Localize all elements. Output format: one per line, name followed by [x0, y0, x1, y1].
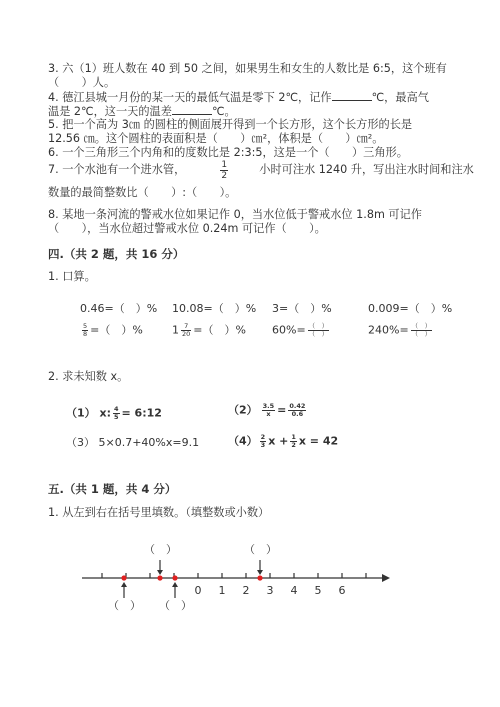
oral-item-8-left: 240%=: [368, 323, 409, 337]
blank-below-2[interactable]: （ ）: [159, 599, 192, 612]
q4-blank-2[interactable]: [172, 104, 212, 115]
q4-text-a: 4. 德江县城一月份的某一天的最低气温是零下 2℃，记作: [48, 91, 332, 104]
oral-item-6-rest: =（ ）%: [193, 323, 246, 337]
tick-marks: [102, 573, 366, 578]
arrow-down-1-head: [157, 570, 163, 575]
section4-heading: 四.（共 2 题，共 16 分）: [48, 247, 185, 261]
blank-above-1[interactable]: （ ）: [144, 543, 177, 556]
eq2-frac-2: [288, 403, 306, 418]
frac-num: 5: [83, 322, 88, 330]
oral-item-8-frac: [411, 323, 433, 338]
arrow-down-2-head: [257, 570, 263, 575]
q3-text: 3. 六（1）班人数在 40 到 50 之间，如果男生和女生的人数比是 6:5，这个班有: [48, 62, 447, 75]
numberline-title: 1. 从左到右在括号里填数。（填整数或小数）: [48, 506, 270, 519]
eq2-frac-1: [262, 403, 276, 418]
point-a: [121, 575, 126, 580]
q4-text-d: ℃。: [211, 105, 236, 118]
q7-line2: 数量的最简整数比（ ）:（ ）。: [48, 186, 237, 199]
q7-fraction: [220, 160, 228, 181]
oral-item-7-frac: [308, 323, 330, 338]
eq1-post: = 6:12: [121, 406, 162, 420]
tick-label: 1: [218, 584, 226, 597]
eq1-frac: [113, 406, 120, 421]
q6-line: 6. 一个三角形三个内角和的度数比是 2:3:5，这是一个（ ）三角形。: [48, 146, 408, 159]
oral-item-5: [80, 323, 143, 338]
eq2-equals: =: [277, 403, 287, 417]
arrow-up-1-head: [121, 582, 127, 587]
axis-arrowhead: [382, 574, 390, 582]
mixed-whole: 1: [172, 323, 179, 337]
tick-label: 0: [194, 584, 202, 597]
frac-num: 1: [291, 433, 296, 441]
q7-text-b: 小时可注水 1240 升，写出注水时间和注水: [259, 163, 474, 176]
frac-den: 0.6: [291, 410, 304, 418]
q8-line1: 8. 某地一条河流的警戒水位如果记作 0，当水位低于警戒水位 1.8m 可记作: [48, 208, 422, 221]
equation-2: [228, 403, 308, 418]
tick-label: 5: [314, 584, 322, 597]
oral-title: 1. 口算。: [48, 270, 96, 283]
frac-den: 20: [182, 330, 191, 338]
q4-text-c: 温是 2℃，这一天的温差: [48, 105, 172, 118]
eq4-frac-1: [260, 434, 267, 449]
oral-item-5-rest: =（ ）%: [90, 323, 143, 337]
q7-line1: [48, 158, 474, 182]
tick-labels: [195, 584, 346, 597]
q4-blank-1[interactable]: [332, 90, 372, 101]
oral-item-7-left: 60%=: [272, 323, 306, 337]
frac-den: 3: [260, 441, 266, 449]
eq4-mid: x +: [268, 434, 289, 448]
q7-frac-num: 1: [221, 159, 228, 170]
frac-den: x: [266, 410, 271, 418]
eq1-pre: （1） x:: [66, 406, 111, 420]
section5-heading: 五.（共 1 题，共 4 分）: [48, 482, 177, 496]
blank-above-2[interactable]: （ ）: [244, 543, 277, 556]
equation-1: [66, 406, 162, 421]
frac-num: 7: [181, 323, 191, 331]
frac-num: 0.42: [289, 402, 306, 410]
frac-num: 4: [113, 405, 119, 413]
frac-den: 5: [113, 413, 119, 421]
oral-item-6: [172, 323, 246, 338]
frac-den: 2: [291, 441, 296, 449]
frac-num: 3.5: [262, 402, 275, 410]
oral-item-2: 10.08=（ ）%: [172, 302, 257, 315]
oral-item-5-frac: [82, 323, 88, 338]
oral-item-3: 3=（ ）%: [272, 302, 332, 315]
unknown-title: 2. 求未知数 x。: [48, 370, 129, 383]
tick-label: 3: [266, 584, 274, 597]
tick-label: 6: [338, 584, 346, 597]
frac-num: （ ）: [308, 322, 329, 330]
tick-label: 2: [242, 584, 250, 597]
tick-label: 4: [290, 584, 298, 597]
point-d: [257, 575, 262, 580]
point-c: [172, 575, 177, 580]
frac-num: （ ）: [411, 322, 432, 330]
q7-text-a: 7. 一个水池有一个进水管，: [48, 163, 186, 176]
equation-4: [228, 434, 338, 449]
q8-line2: （ ），当水位超过警戒水位 0.24m 可记作（ ）。: [48, 222, 326, 235]
q4-line1: [48, 90, 429, 105]
arrow-up-2-head: [172, 582, 178, 587]
q4-text-b: ℃，最高气: [371, 91, 429, 104]
q3-answer-blank: （ ）人。: [48, 76, 116, 89]
oral-item-4: 0.009=（ ）%: [368, 302, 453, 315]
oral-item-1: 0.46=（ ）%: [80, 302, 158, 315]
q5-line2: 12.56 ㎝。这个圆柱的表面积是（ ）㎝²，体积是（ ）㎝²。: [48, 132, 384, 145]
eq2-pre: （2）: [228, 403, 258, 417]
q5-line1: 5. 把一个高为 3㎝ 的圆柱的侧面展开得到一个长方形，这个长方形的长是: [48, 118, 413, 131]
q4-line2: [48, 104, 236, 119]
eq4-post: x = 42: [298, 434, 339, 448]
oral-item-8: [368, 323, 434, 338]
frac-den: 8: [83, 330, 88, 338]
oral-item-7: [272, 323, 331, 338]
equation-3: （3） 5×0.7+40%x=9.1: [66, 436, 200, 449]
eq4-frac-2: [290, 434, 297, 449]
frac-num: 2: [260, 433, 266, 441]
blank-below-1[interactable]: （ ）: [108, 599, 141, 612]
q3-line2: [48, 76, 115, 90]
frac-den: （ ）: [308, 330, 329, 338]
q3-line1: [48, 62, 447, 76]
oral-item-6-frac: [181, 323, 191, 338]
point-b: [157, 575, 162, 580]
frac-den: （ ）: [411, 330, 432, 338]
q7-frac-den: 2: [221, 170, 228, 181]
eq4-pre: （4）: [228, 434, 258, 448]
